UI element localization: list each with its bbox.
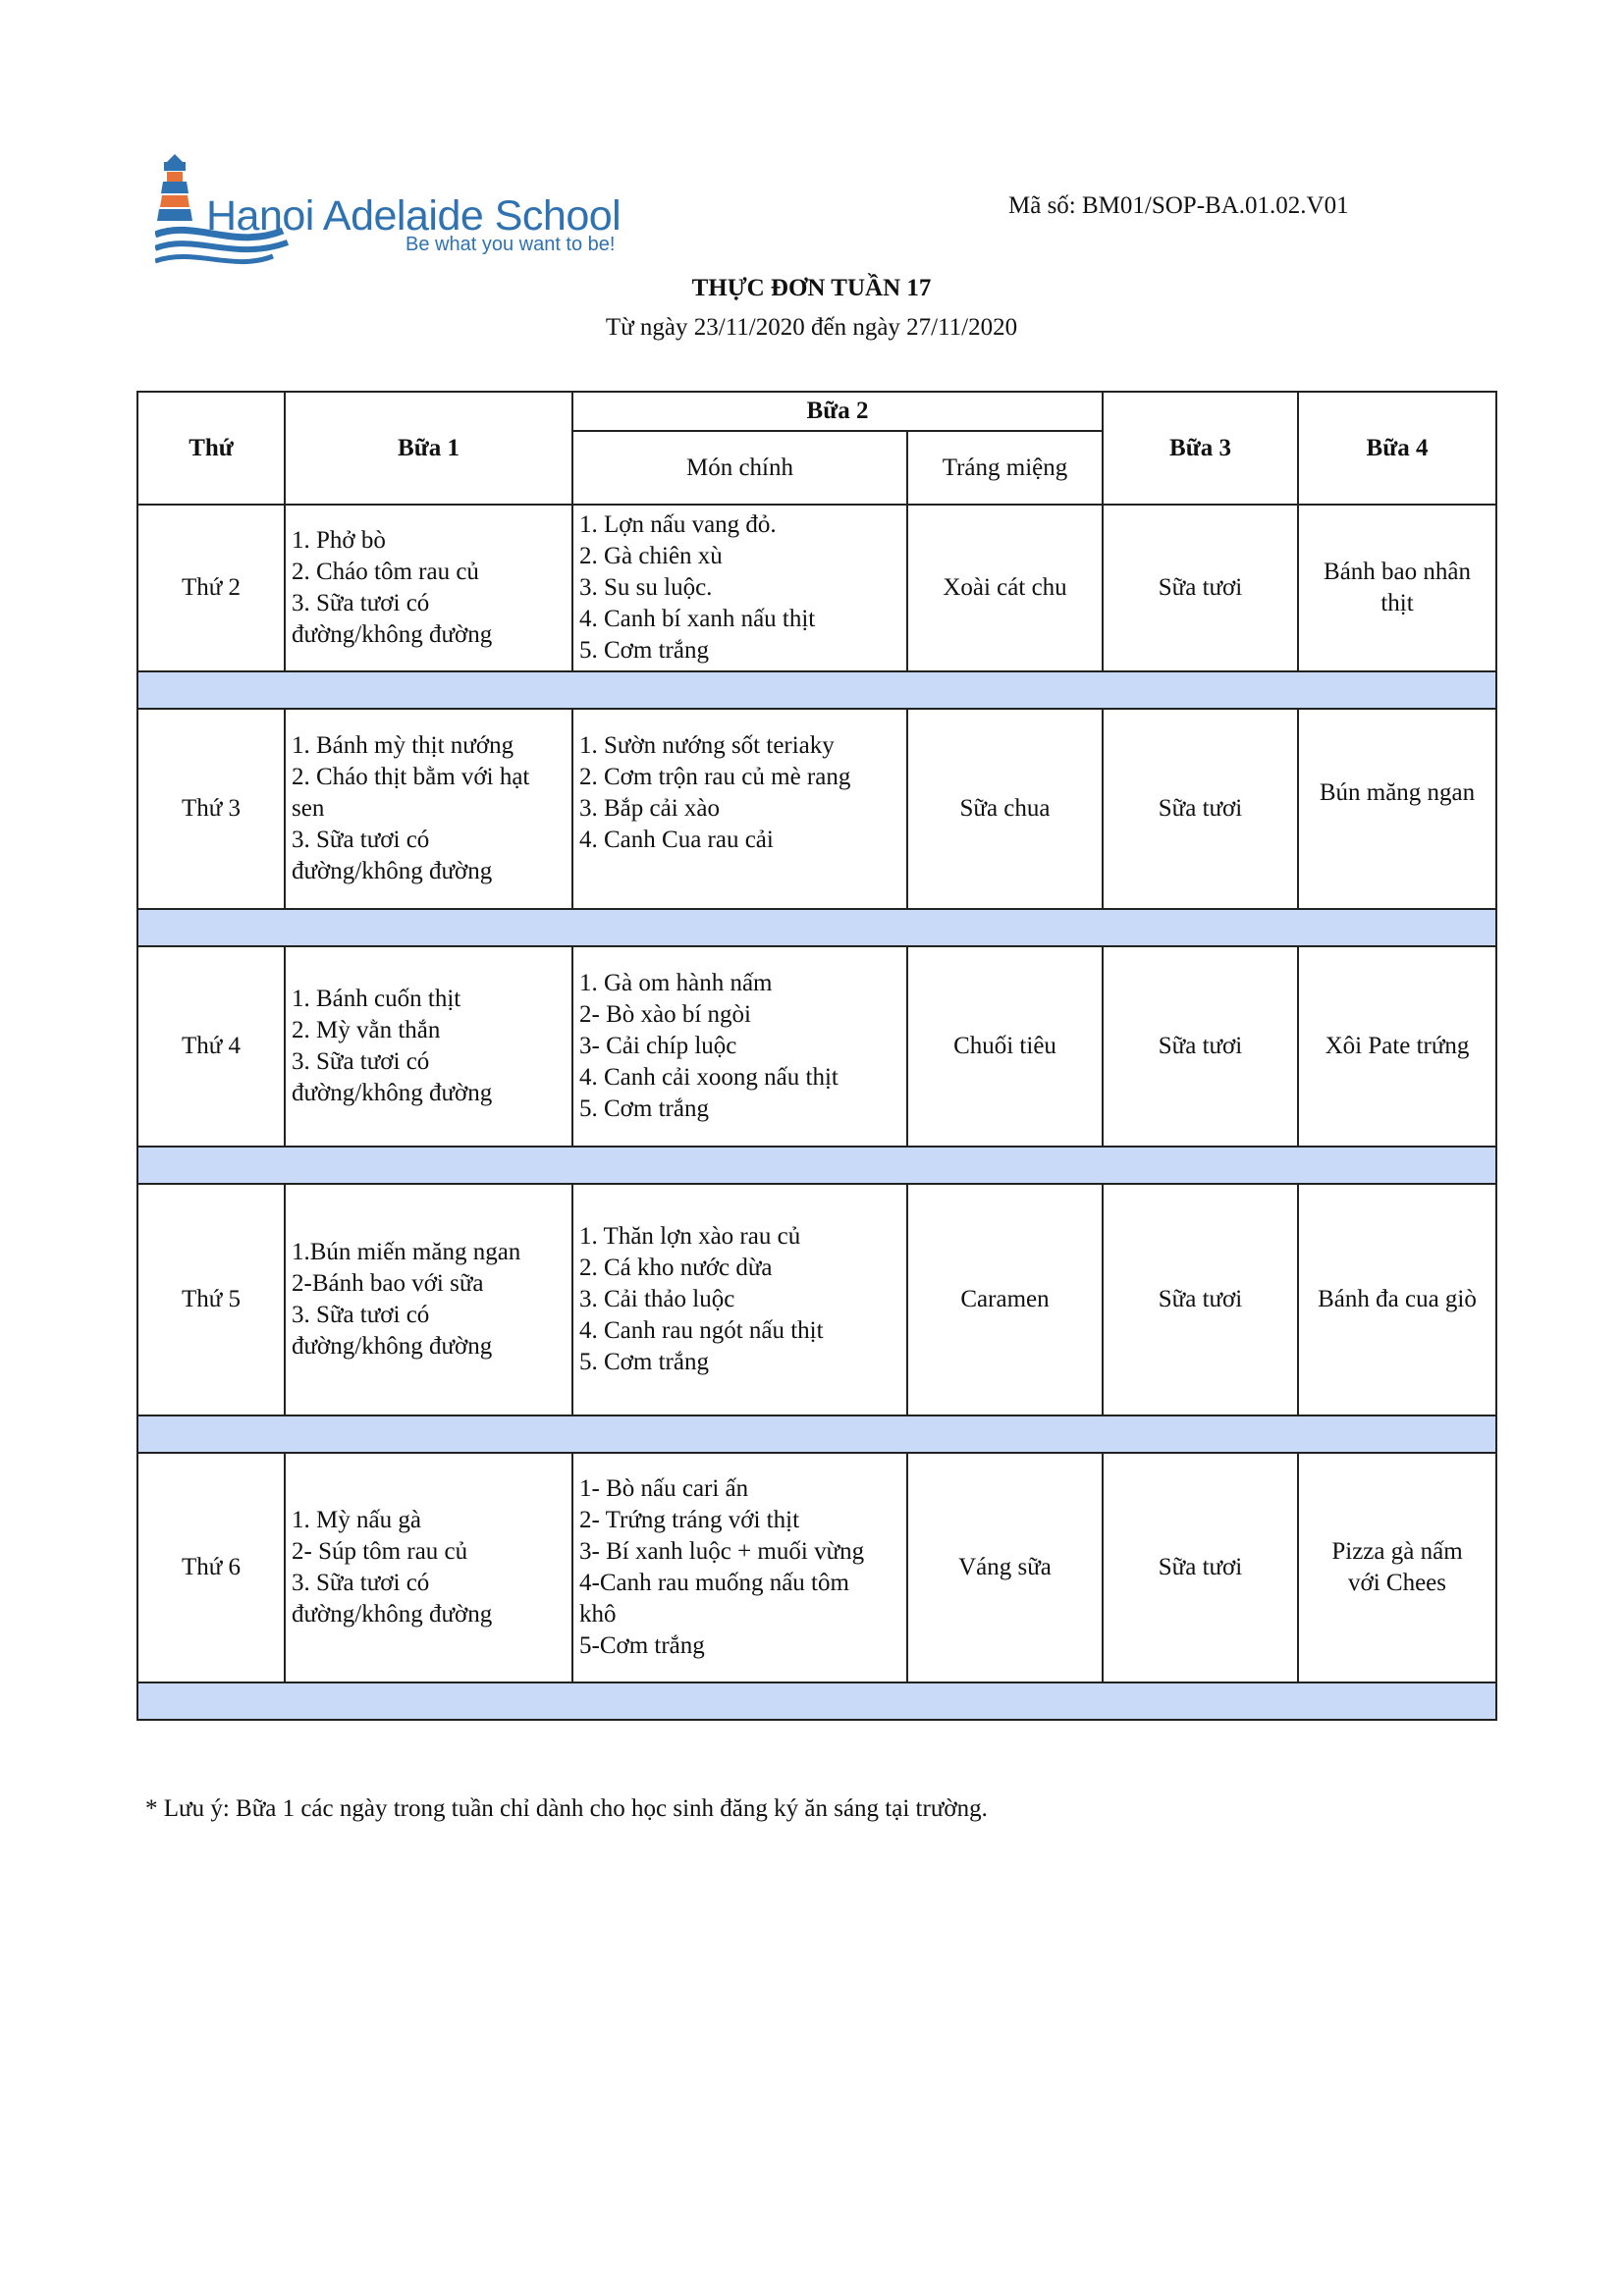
cell-line: 4. Canh Cua rau cải bbox=[579, 827, 774, 853]
bua3-cell: Sữa tươi bbox=[1103, 1453, 1298, 1682]
cell-line: đường/không đường bbox=[292, 1333, 493, 1360]
bua4-cell bbox=[1298, 946, 1496, 1147]
cell-line: 2- Trứng tráng với thịt bbox=[579, 1507, 800, 1533]
cell-line: 1.Bún miến măng ngan bbox=[292, 1239, 521, 1265]
cell-line: 1. Bánh mỳ thịt nướng bbox=[292, 732, 514, 759]
separator-row bbox=[137, 1147, 1496, 1184]
day-cell: Thứ 6 bbox=[137, 1453, 285, 1682]
cell-line: 2. Mỳ vằn thắn bbox=[292, 1017, 441, 1043]
separator-cell bbox=[137, 1415, 1496, 1453]
logo-tagline: Be what you want to be! bbox=[406, 234, 616, 255]
cell-line: 1. Lợn nấu vang đỏ. bbox=[579, 511, 777, 538]
cell-line: đường/không đường bbox=[292, 858, 493, 884]
cell-line: 4-Canh rau muống nấu tôm bbox=[579, 1570, 849, 1596]
header-mon-chinh: Món chính bbox=[572, 431, 907, 505]
mon-chinh-cell bbox=[572, 1453, 907, 1682]
bua4-cell bbox=[1298, 709, 1496, 909]
page-title: THỰC ĐƠN TUẦN 17 bbox=[691, 275, 932, 301]
cell-line: 2. Gà chiên xù bbox=[579, 543, 723, 569]
cell-line: 2- Súp tôm rau củ bbox=[292, 1538, 468, 1565]
document-code: Mã số: BM01/SOP-BA.01.02.V01 bbox=[1008, 192, 1349, 219]
footnote: * Lưu ý: Bữa 1 các ngày trong tuần chỉ dành cho học sinh đăng ký ăn sáng tại trường. bbox=[145, 1795, 988, 1822]
menu-body bbox=[137, 505, 1496, 1720]
cell-line: 1. Mỳ nấu gà bbox=[292, 1507, 421, 1533]
bua3-cell: Sữa tươi bbox=[1103, 946, 1298, 1147]
cell-line: đường/không đường bbox=[292, 1080, 493, 1106]
date-range: Từ ngày 23/11/2020 đến ngày 27/11/2020 bbox=[605, 314, 1018, 341]
day-cell: Thứ 5 bbox=[137, 1184, 285, 1415]
cell-line: với Chees bbox=[1347, 1570, 1446, 1596]
separator-row bbox=[137, 1682, 1496, 1720]
mon-chinh-cell bbox=[572, 946, 907, 1147]
cell-line: 4. Canh rau ngót nấu thịt bbox=[579, 1317, 824, 1344]
cell-line: 1- Bò nấu cari ấn bbox=[579, 1475, 749, 1502]
bua4-cell bbox=[1298, 1453, 1496, 1682]
cell-line bbox=[1305, 809, 1489, 840]
cell-line: 3- Cải chíp luộc bbox=[579, 1033, 737, 1059]
cell-line: 5. Cơm trắng bbox=[579, 1095, 709, 1122]
cell-line: đường/không đường bbox=[292, 621, 493, 648]
bua1-cell bbox=[285, 1184, 572, 1415]
cell-line: khô bbox=[579, 1601, 617, 1628]
table-row bbox=[137, 505, 1496, 671]
trang-mieng-cell: Váng sữa bbox=[907, 1453, 1103, 1682]
separator-cell bbox=[137, 1682, 1496, 1720]
cell-line: 3. Su su luộc. bbox=[579, 574, 713, 601]
cell-line: Bánh bao nhân bbox=[1324, 559, 1471, 585]
table-row bbox=[137, 709, 1496, 909]
mon-chinh-cell bbox=[572, 1184, 907, 1415]
weekly-menu-table bbox=[136, 391, 1497, 1721]
bua3-cell: Sữa tươi bbox=[1103, 709, 1298, 909]
mon-chinh-cell bbox=[572, 709, 907, 909]
cell-line: 5. Cơm trắng bbox=[579, 1349, 709, 1375]
cell-line: 1. Thăn lợn xào rau củ bbox=[579, 1223, 801, 1250]
cell-line: 2. Cháo tôm rau củ bbox=[292, 559, 479, 585]
logo-wordmark: Hanoi Adelaide School bbox=[206, 192, 622, 240]
cell-line: đường/không đường bbox=[292, 1601, 493, 1628]
cell-line: 1. Phở bò bbox=[292, 527, 386, 554]
separator-row bbox=[137, 909, 1496, 946]
header-trang-mieng: Tráng miệng bbox=[907, 431, 1103, 505]
header-bua4: Bữa 4 bbox=[1298, 392, 1496, 505]
cell-line: 5-Cơm trắng bbox=[579, 1632, 705, 1659]
table-row bbox=[137, 946, 1496, 1147]
cell-line: 3. Sữa tươi có bbox=[292, 1302, 430, 1328]
day-cell: Thứ 4 bbox=[137, 946, 285, 1147]
table-row bbox=[137, 1184, 1496, 1415]
day-cell: Thứ 3 bbox=[137, 709, 285, 909]
header-bua1: Bữa 1 bbox=[285, 392, 572, 505]
cell-line: 3. Sữa tươi có bbox=[292, 1570, 430, 1596]
bua4-cell bbox=[1298, 1184, 1496, 1415]
trang-mieng-cell: Chuối tiêu bbox=[907, 946, 1103, 1147]
separator-row bbox=[137, 1415, 1496, 1453]
cell-line: 3- Bí xanh luộc + muối vừng bbox=[579, 1538, 865, 1565]
cell-line bbox=[579, 856, 900, 887]
day-cell: Thứ 2 bbox=[137, 505, 285, 671]
cell-line: Bún măng ngan bbox=[1319, 779, 1476, 806]
header-bua3: Bữa 3 bbox=[1103, 392, 1298, 505]
trang-mieng-cell: Sữa chua bbox=[907, 709, 1103, 909]
cell-line: 3. Sữa tươi có bbox=[292, 590, 430, 616]
bua1-cell bbox=[285, 709, 572, 909]
cell-line: 1. Bánh cuốn thịt bbox=[292, 986, 461, 1012]
table-row bbox=[137, 1453, 1496, 1682]
bua3-cell: Sữa tươi bbox=[1103, 505, 1298, 671]
separator-cell bbox=[137, 909, 1496, 946]
cell-line: Xôi Pate trứng bbox=[1325, 1033, 1470, 1059]
cell-line: thịt bbox=[1380, 590, 1414, 616]
mon-chinh-cell bbox=[572, 505, 907, 671]
header-thu: Thứ bbox=[137, 392, 285, 505]
cell-line: Pizza gà nấm bbox=[1331, 1538, 1463, 1565]
cell-line: sen bbox=[292, 795, 325, 822]
cell-line: 2-Bánh bao với sữa bbox=[292, 1270, 484, 1297]
cell-line: 1. Sườn nướng sốt teriaky bbox=[579, 732, 835, 759]
separator-cell bbox=[137, 671, 1496, 709]
cell-line: 3. Bắp cải xào bbox=[579, 795, 721, 822]
bua1-cell bbox=[285, 1453, 572, 1682]
cell-line: 4. Canh cải xoong nấu thịt bbox=[579, 1064, 839, 1091]
separator-cell bbox=[137, 1147, 1496, 1184]
cell-line: Bánh đa cua giò bbox=[1318, 1286, 1477, 1312]
cell-line: 2- Bò xào bí ngòi bbox=[579, 1001, 751, 1028]
trang-mieng-cell: Xoài cát chu bbox=[907, 505, 1103, 671]
cell-line: 4. Canh bí xanh nấu thịt bbox=[579, 606, 816, 632]
bua1-cell bbox=[285, 946, 572, 1147]
bua1-cell bbox=[285, 505, 572, 671]
cell-line: 2. Cháo thịt bằm với hạt bbox=[292, 764, 530, 790]
separator-row bbox=[137, 671, 1496, 709]
header-row bbox=[137, 392, 1496, 431]
cell-line: 3. Sữa tươi có bbox=[292, 827, 430, 853]
bua3-cell: Sữa tươi bbox=[1103, 1184, 1298, 1415]
cell-line: 1. Gà om hành nấm bbox=[579, 970, 773, 996]
cell-line: 2. Cá kho nước dừa bbox=[579, 1255, 773, 1281]
cell-line: 2. Cơm trộn rau củ mè rang bbox=[579, 764, 851, 790]
header-bua2: Bữa 2 bbox=[572, 392, 1103, 431]
cell-line: 3. Sữa tươi có bbox=[292, 1048, 430, 1075]
cell-line: 5. Cơm trắng bbox=[579, 637, 709, 664]
trang-mieng-cell: Caramen bbox=[907, 1184, 1103, 1415]
cell-line: 3. Cải thảo luộc bbox=[579, 1286, 735, 1312]
bua4-cell bbox=[1298, 505, 1496, 671]
